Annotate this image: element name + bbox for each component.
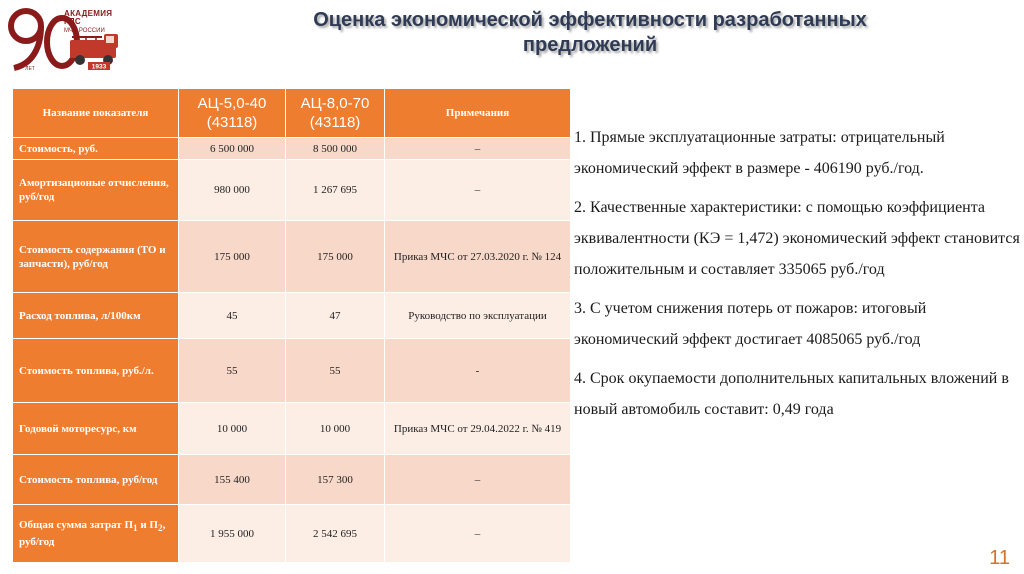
title-line-2: предложений: [522, 34, 658, 56]
row-name: Стоимость топлива, руб./л.: [13, 339, 179, 403]
row-value-2: 1 267 695: [286, 160, 385, 221]
table-row: [13, 160, 571, 221]
header-vehicle-2-code: (43118): [309, 114, 361, 131]
row-value-1: 45: [179, 293, 286, 339]
conclusion-item: 4. Срок окупаемости дополнительных капитальных вложений в новый автомобиль составит: 0,49 года: [574, 370, 1009, 418]
row-value-1: 55: [179, 339, 286, 403]
row-value-1: 1 955 000: [179, 505, 286, 563]
row-note: –: [385, 138, 571, 160]
table-row: [13, 339, 571, 403]
header-vehicle-2-model: АЦ-8,0-70: [300, 95, 370, 112]
row-name: Стоимость содержания (ТО и запчасти), руб/год: [13, 221, 179, 293]
header-vehicle-1-model: АЦ-5,0-40: [197, 95, 267, 112]
title-line-1: Оценка экономической эффективности разработанных: [313, 9, 867, 31]
header-vehicle-2: [286, 89, 385, 138]
table-row: [13, 403, 571, 455]
table-row: [13, 455, 571, 505]
row-name: Годовой моторесурс, км: [13, 403, 179, 455]
conclusion-item: 1. Прямые эксплуатационные затраты: отрицательный экономический эффект в размере - 406190 руб./год.: [574, 129, 945, 177]
header-vehicle-1: [179, 89, 286, 138]
row-note: –: [385, 160, 571, 221]
row-note: –: [385, 455, 571, 505]
page-title: [160, 8, 1020, 58]
row-name-subscript-1: 1: [133, 523, 138, 534]
svg-text:1933: 1933: [91, 63, 107, 71]
logo-text: [64, 10, 130, 34]
conclusion-item: 3. С учетом снижения потерь от пожаров: итоговый экономический эффект достигает 4085065 руб./год: [574, 300, 927, 348]
row-name-part: , руб/год: [19, 518, 166, 549]
academy-logo: [6, 4, 130, 72]
row-value-1: 175 000: [179, 221, 286, 293]
row-value-1: 10 000: [179, 403, 286, 455]
header-indicator-name: Название показателя: [13, 89, 179, 138]
table-row: [13, 138, 571, 160]
row-name-part: и П: [137, 518, 158, 531]
row-value-2: 175 000: [286, 221, 385, 293]
row-value-1: 155 400: [179, 455, 286, 505]
logo-line-2: МЧС РОССИИ: [64, 28, 105, 34]
table-row: [13, 293, 571, 339]
row-note: Приказ МЧС от 27.03.2020 г. № 124: [385, 221, 571, 293]
logo-line-1: АКАДЕМИЯ ГПС: [64, 9, 113, 26]
row-name-subscript-2: 2: [158, 523, 163, 534]
row-name: Расход топлива, л/100км: [13, 293, 179, 339]
row-name: Стоимость топлива, руб/год: [13, 455, 179, 505]
page-number: 11: [989, 547, 1010, 569]
row-value-2: 2 542 695: [286, 505, 385, 563]
table-row: [13, 221, 571, 293]
row-value-1: 6 500 000: [179, 138, 286, 160]
row-name-part: Общая сумма затрат П: [19, 518, 134, 531]
row-value-2: 157 300: [286, 455, 385, 505]
conclusions-list: [574, 122, 1020, 433]
row-note: –: [385, 505, 571, 563]
row-value-2: 47: [286, 293, 385, 339]
row-name: Амортизационые отчисления, руб/год: [13, 160, 179, 221]
row-value-2: 8 500 000: [286, 138, 385, 160]
header-notes: Примечания: [385, 89, 571, 138]
row-note: Приказ МЧС от 29.04.2022 г. № 419: [385, 403, 571, 455]
row-note: Руководство по эксплуатации: [385, 293, 571, 339]
row-note: -: [385, 339, 571, 403]
row-value-2: 55: [286, 339, 385, 403]
table-row: [13, 505, 571, 563]
cost-comparison-table: [12, 88, 571, 563]
row-value-2: 10 000: [286, 403, 385, 455]
svg-text:ЛЕТ: ЛЕТ: [25, 66, 35, 72]
row-value-1: 980 000: [179, 160, 286, 221]
table-header-row: [13, 89, 571, 138]
row-name: [13, 505, 179, 563]
header-vehicle-1-code: (43118): [206, 114, 258, 131]
row-name: Стоимость, руб.: [13, 138, 179, 160]
conclusion-item: 2. Качественные характеристики: с помощью коэффициента эквивалентности (КЭ = 1,472) экономический эффект становится положительным и составляет 335065 руб./год: [574, 199, 1020, 278]
